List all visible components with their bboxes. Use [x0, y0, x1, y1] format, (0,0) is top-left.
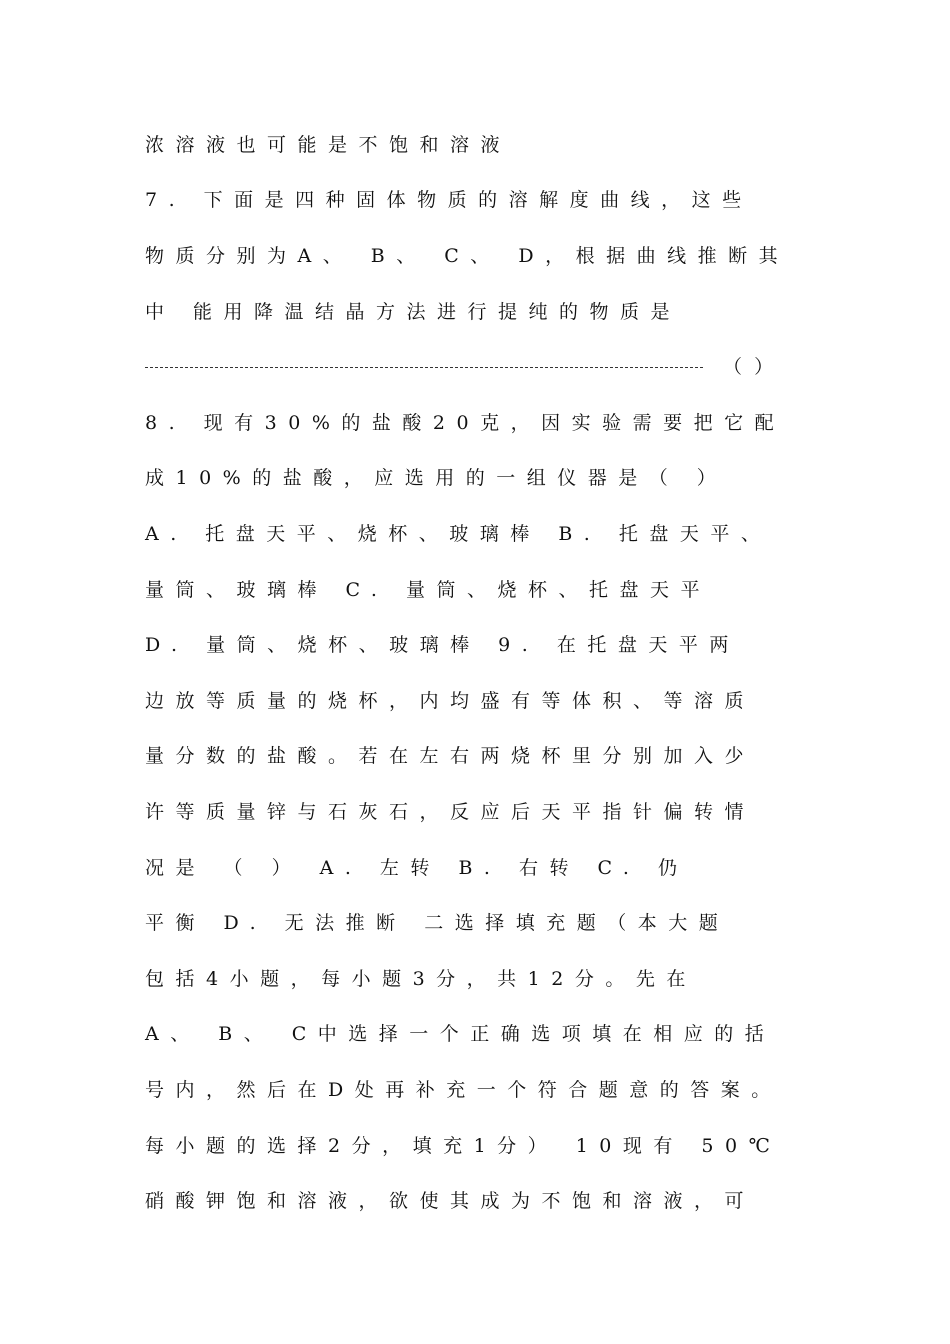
text-line: 平衡 D. 无法推断 二选择填充题（本大题 [145, 912, 730, 934]
text-line: D. 量筒、烧杯、玻璃棒 9. 在托盘天平两 [145, 634, 740, 656]
text-line: 每小题的选择2分，填充1分） 10现有 50℃ [145, 1135, 782, 1157]
answer-parentheses: （ ） [723, 356, 774, 378]
text-line: 量分数的盐酸。若在左右两烧杯里分别加入少 [145, 745, 756, 767]
dashed-leader [145, 367, 703, 368]
text-line: 成10%的盐酸，应选用的一组仪器是（ ） [145, 467, 728, 489]
text-line: 许等质量锌与石灰石，反应后天平指针偏转情 [145, 801, 756, 823]
text-line: 硝酸钾饱和溶液，欲使其成为不饱和溶液，可 [145, 1190, 756, 1212]
text-line: 包括4小题，每小题3分，共12分。先在 [145, 968, 697, 990]
text-line: A、 B、 C中选择一个正确选项填在相应的括 [145, 1023, 776, 1045]
text-line: 况是 （ ） A. 左转 B. 右转 C. 仍 [145, 857, 689, 879]
text-line: 7. 下面是四种固体物质的溶解度曲线，这些 [145, 189, 753, 211]
text-line: 浓溶液也可能是不饱和溶液 [145, 134, 512, 156]
text-line: 号内，然后在D处再补充一个符合题意的答案。 [145, 1079, 782, 1101]
answer-blank-row [145, 355, 845, 379]
text-line: 量筒、玻璃棒 C. 量筒、烧杯、托盘天平 [145, 579, 711, 601]
text-line: 中 能用降温结晶方法进行提纯的物质是 [145, 301, 682, 323]
text-line: 物质分别为A、 B、 C、 D，根据曲线推断其 [145, 245, 790, 267]
text-line: 8. 现有30%的盐酸20克，因实验需要把它配 [145, 412, 786, 434]
text-line: A. 托盘天平、烧杯、玻璃棒 B. 托盘天平、 [145, 523, 772, 545]
text-line: 边放等质量的烧杯，内均盛有等体积、等溶质 [145, 690, 756, 712]
